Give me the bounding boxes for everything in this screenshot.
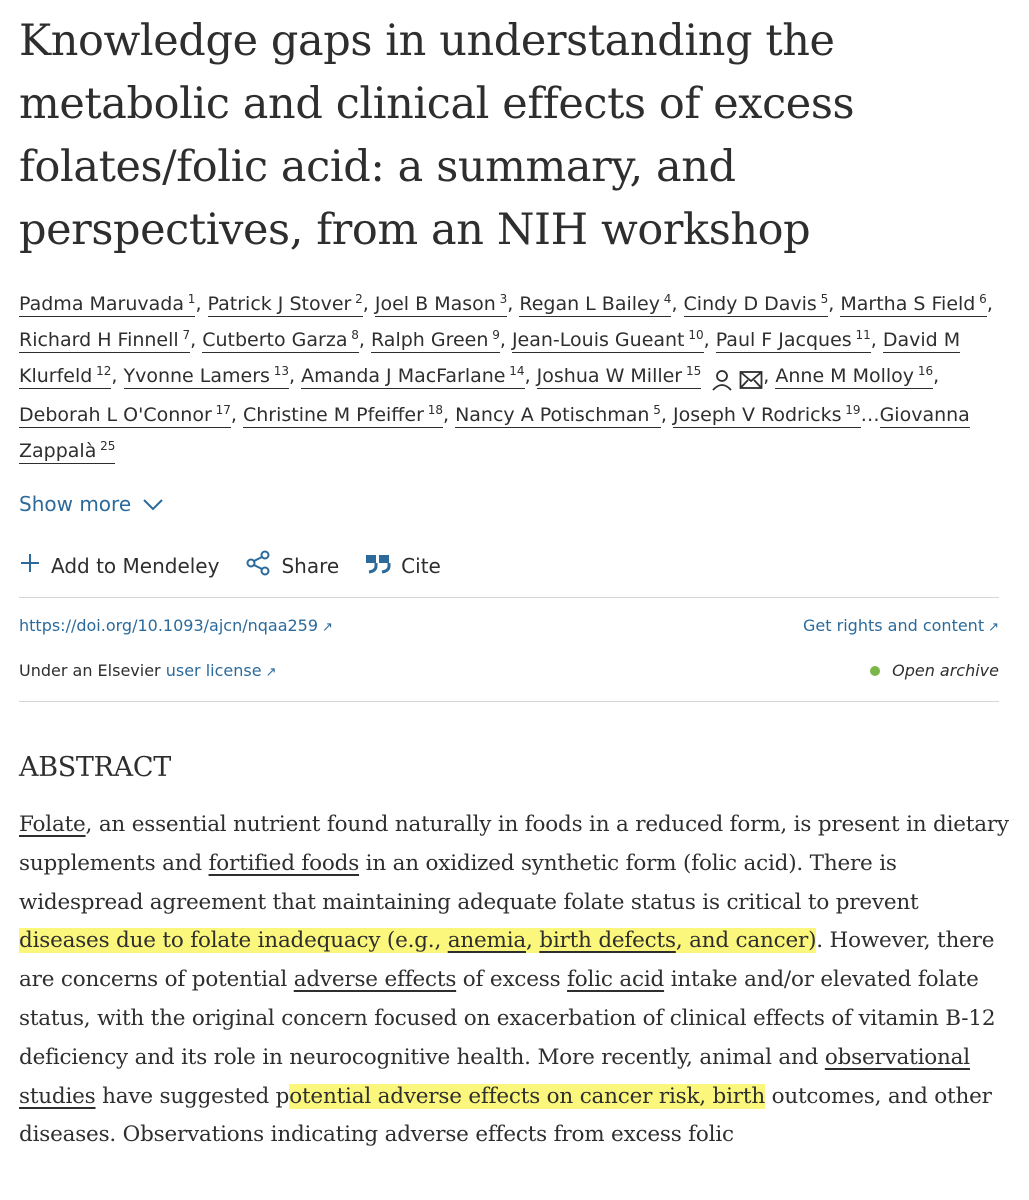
author-link[interactable]	[455, 404, 661, 428]
author-link[interactable]	[840, 293, 986, 317]
author-link[interactable]	[673, 404, 861, 428]
add-to-mendeley-button[interactable]	[19, 552, 219, 579]
article-title: Knowledge gaps in understanding the metabolic and clinical effects of excess folates/folic acid: a summary, and perspectives, from an NIH workshop	[19, 16, 855, 255]
envelope-icon	[739, 370, 763, 390]
rights-text: Get rights and content	[803, 616, 985, 635]
highlighted-text: ,	[526, 928, 540, 954]
author-affiliation-number: 4	[659, 292, 672, 306]
author-name: Cutberto Garza	[202, 329, 348, 351]
author-affiliation-number: 8	[347, 328, 359, 342]
author-link[interactable]	[371, 329, 500, 353]
highlighted-text: diseases due to folate inadequacy (e.g.,	[19, 928, 448, 954]
author-link[interactable]	[124, 365, 290, 389]
doi-text: https://doi.org/10.1093/ajcn/nqaa259	[19, 616, 319, 635]
external-link-icon: ↗	[265, 665, 277, 680]
author-affiliation-number: 12	[92, 364, 112, 378]
author-name: Joel B Mason	[374, 293, 496, 315]
author-affiliation-number: 1	[183, 292, 196, 306]
rights-link[interactable]	[803, 616, 999, 635]
external-link-icon: ↗	[988, 620, 999, 635]
abstract-text-segment: have suggested p	[95, 1083, 290, 1109]
author-link[interactable]	[537, 365, 702, 389]
abstract-term-link[interactable]: adverse effects	[293, 967, 457, 993]
author-name: Patrick J Stover	[207, 293, 352, 315]
show-more-label: Show more	[19, 492, 132, 516]
abstract-text-segment: intake and/or elevated folate status, with the original concern focused on exacerbation of clinical effects of vitamin B-12 deficiency and its role in neurocognitive health. More recently, animal and	[19, 967, 996, 1070]
abstract-term-link[interactable]: fortified foods	[208, 850, 360, 876]
author-affiliation-number: 2	[351, 292, 363, 306]
open-archive-badge	[870, 661, 999, 680]
quote-icon	[365, 552, 391, 579]
author-link[interactable]	[202, 329, 359, 353]
author-affiliation-number: 15	[682, 364, 702, 378]
author-link[interactable]	[775, 365, 933, 389]
share-button[interactable]	[245, 550, 339, 581]
author-name: Regan L Bailey	[519, 293, 660, 315]
chevron-down-icon	[143, 492, 163, 516]
abstract-term-link[interactable]: observational studies	[19, 1044, 970, 1109]
divider	[19, 701, 999, 702]
user-license-text: user license	[165, 661, 262, 680]
author-list: Padma Maruvada $^1$, Patrick J Stover $^2$, Joel B Mason $^3$, Regan L Bailey $^4$, Cindy D Davis $^5$, Martha S Field $^6$, Richard H Finnell $^7$, Cutberto Garza $^8$, Ralph Green $^9$, Jean-Louis Gueant $^{10}$, Paul F Jacques $^{11}$, David M Klurfeld $^{12}$, Yvonne Lamers $^{13}$, Amanda J MacFarlane $^{14}$, Joshua W Miller $^{15}$ , Anne M Molloy $^{16}$, Deborah L O'Connor $^{17}$, Christine M Pfeiffer $^{18}$, Nancy A Potischman $^5$, Joseph V Rodricks $^{19}$…Giovanna Zappalà $^{25}$	[19, 292, 993, 462]
person-icon	[711, 369, 733, 391]
license-line	[19, 661, 276, 680]
author-name: Jean-Louis Gueant	[511, 329, 685, 351]
author-list-ellipsis: …	[860, 404, 880, 426]
author-affiliation-number: 14	[505, 364, 525, 378]
add-to-mendeley-label: Add to Mendeley	[51, 553, 220, 578]
status-dot-icon	[870, 666, 880, 676]
abstract-term-link[interactable]: anemia	[447, 928, 526, 954]
abstract-text-segment: of excess	[456, 967, 568, 993]
doi-link[interactable]	[19, 616, 333, 635]
article-actions	[19, 550, 467, 581]
plus-icon	[19, 552, 41, 579]
author-link[interactable]	[375, 293, 507, 317]
abstract-text-segment: . However, there are concerns of potential	[19, 928, 995, 993]
author-link[interactable]	[243, 404, 443, 428]
author-name: Richard H Finnell	[19, 329, 179, 351]
author-name: Padma Maruvada	[19, 293, 184, 315]
author-name: Martha S Field	[840, 293, 976, 315]
author-name: Deborah L O'Connor	[19, 404, 212, 426]
author-link[interactable]	[716, 329, 871, 353]
author-link[interactable]	[19, 329, 190, 353]
show-more-button[interactable]	[19, 492, 163, 516]
abstract-text-segment: in an oxidized synthetic form (folic acid). There is widespread agreement that maintaining adequate folate status is critical to prevent	[19, 850, 919, 915]
author-affiliation-number: 17	[211, 403, 231, 417]
user-license-link[interactable]	[166, 661, 277, 680]
author-affiliation-number: 10	[684, 328, 704, 342]
author-affiliation-number: 11	[851, 328, 871, 342]
highlighted-text: , and cancer)	[675, 928, 817, 954]
author-link[interactable]	[519, 293, 671, 317]
author-name: Joseph V Rodricks	[673, 404, 842, 426]
cite-label: Cite	[401, 553, 441, 578]
license-prefix: Under an Elsevier	[19, 661, 161, 680]
author-affiliation-number: 7	[178, 328, 191, 342]
abstract-heading: ABSTRACT	[19, 752, 171, 783]
abstract-text-segment: outcomes, and other diseases. Observations indicating adverse effects from excess folic	[19, 1083, 992, 1148]
author-name: Nancy A Potischman	[455, 404, 650, 426]
abstract-text-segment: , an essential nutrient found naturally in foods in a reduced form, is present in dietary supplements and	[19, 812, 1009, 876]
author-affiliation-number: 6	[975, 292, 987, 306]
author-name: Amanda J MacFarlane	[301, 365, 506, 387]
author-name: Anne M Molloy	[775, 365, 915, 387]
open-archive-label: Open archive	[892, 661, 999, 680]
author-affiliation-number: 19	[841, 403, 861, 417]
author-affiliation-number: 9	[488, 328, 500, 342]
author-affiliation-number: 25	[96, 439, 116, 453]
author-name: Ralph Green	[371, 329, 489, 351]
author-link[interactable]	[301, 365, 524, 389]
corresponding-author-icons[interactable]	[711, 361, 763, 397]
author-affiliation-number: 13	[269, 364, 290, 378]
cite-button[interactable]	[365, 552, 441, 579]
author-name: Joshua W Miller	[536, 365, 683, 387]
highlighted-text: otential adverse effects on cancer risk, birth	[289, 1083, 765, 1109]
author-link[interactable]	[512, 329, 704, 353]
author-link[interactable]	[19, 404, 231, 428]
author-link[interactable]	[19, 293, 195, 317]
abstract-text	[19, 806, 1009, 1155]
author-name: Yvonne Lamers	[123, 365, 270, 387]
author-affiliation-number: 3	[495, 292, 508, 306]
divider	[19, 597, 999, 598]
author-link[interactable]	[684, 293, 829, 317]
share-label: Share	[281, 553, 340, 578]
author-link[interactable]	[208, 293, 363, 317]
author-name: David M Klurfeld	[19, 329, 961, 387]
abstract-term-link[interactable]: birth defects	[539, 928, 676, 954]
author-affiliation-number: 5	[816, 292, 829, 306]
external-link-icon: ↗	[322, 620, 333, 635]
author-name: Cindy D Davis	[683, 293, 817, 315]
author-affiliation-number: 5	[649, 403, 661, 417]
author-name: Christine M Pfeiffer	[242, 404, 424, 426]
author-affiliation-number: 18	[423, 403, 443, 417]
author-name: Paul F Jacques	[715, 329, 852, 351]
author-name: Giovanna Zappalà	[19, 404, 970, 462]
share-icon	[245, 550, 271, 581]
author-affiliation-number: 16	[914, 364, 934, 378]
abstract-term-link[interactable]: folic acid	[567, 967, 665, 993]
abstract-term-link[interactable]: Folate	[19, 812, 86, 837]
